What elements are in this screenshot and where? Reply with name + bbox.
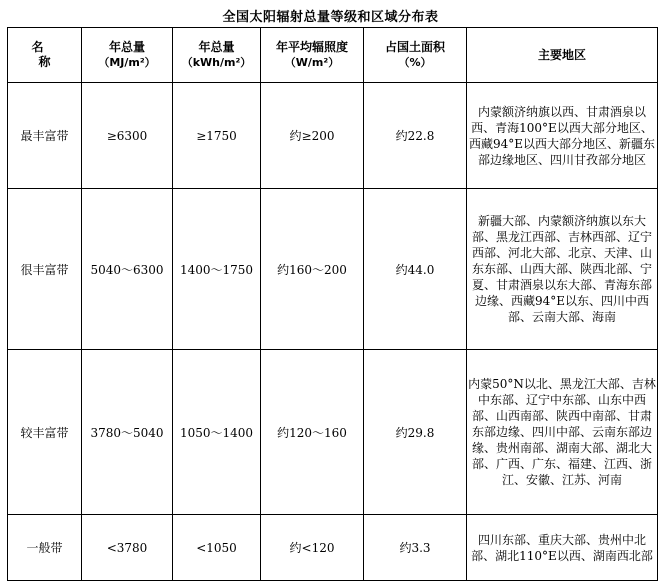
header-row [8,28,658,83]
cell-area: 约44.0 [364,189,467,350]
cell-mj: 5040～6300 [82,189,173,350]
table-row [8,515,658,581]
cell-name: 最丰富带 [8,83,82,189]
cell-kwh: <1050 [173,515,261,581]
cell-regions: 四川东部、重庆大部、贵州中北部、湖北110°E以西、湖南西北部 [467,515,658,581]
cell-area: 约22.8 [364,83,467,189]
cell-mj: <3780 [82,515,173,581]
cell-irradiance: 约≥200 [261,83,364,189]
cell-area: 约29.8 [364,350,467,515]
cell-irradiance: 约<120 [261,515,364,581]
cell-regions: 新疆大部、内蒙额济纳旗以东大部、黑龙江西部、吉林西部、辽宁西部、河北大部、北京、天津、山东东部、山西大部、陕西北部、宁夏、甘肃酒泉以东大部、青海东部边缘、西藏94°E以东、四川中西部、云南大部、海南 [467,189,658,350]
cell-regions: 内蒙额济纳旗以西、甘肃酒泉以西、青海100°E以西大部分地区、西藏94°E以西大部分地区、新疆东部边缘地区、四川甘孜部分地区 [467,83,658,189]
header-name: 名 称 [8,28,82,83]
header-irradiance: 年平均辐照度 （W/m²） [261,28,364,83]
cell-irradiance: 约160～200 [261,189,364,350]
cell-kwh: ≥1750 [173,83,261,189]
cell-irradiance: 约120～160 [261,350,364,515]
cell-mj: ≥6300 [82,83,173,189]
header-kwh: 年总量 （kWh/m²） [173,28,261,83]
cell-name: 很丰富带 [8,189,82,350]
table-row [8,350,658,515]
table-row [8,83,658,189]
header-regions: 主要地区 [467,28,658,83]
cell-kwh: 1050～1400 [173,350,261,515]
header-area: 占国土面积 （%） [364,28,467,83]
cell-name: 一般带 [8,515,82,581]
radiation-table [7,27,658,581]
cell-area: 约3.3 [364,515,467,581]
cell-kwh: 1400～1750 [173,189,261,350]
table-title: 全国太阳辐射总量等级和区域分布表 [222,10,439,25]
header-mj: 年总量 （MJ/m²） [82,28,173,83]
cell-regions: 内蒙50°N以北、黑龙江大部、吉林中东部、辽宁中东部、山东中西部、山西南部、陕西中南部、甘肃东部边缘、四川中部、云南东部边缘、贵州南部、湖南大部、湖北大部、广西、广东、福建、江西、浙江、安徽、江苏、河南 [467,350,658,515]
cell-name: 较丰富带 [8,350,82,515]
cell-mj: 3780～5040 [82,350,173,515]
table-row [8,189,658,350]
